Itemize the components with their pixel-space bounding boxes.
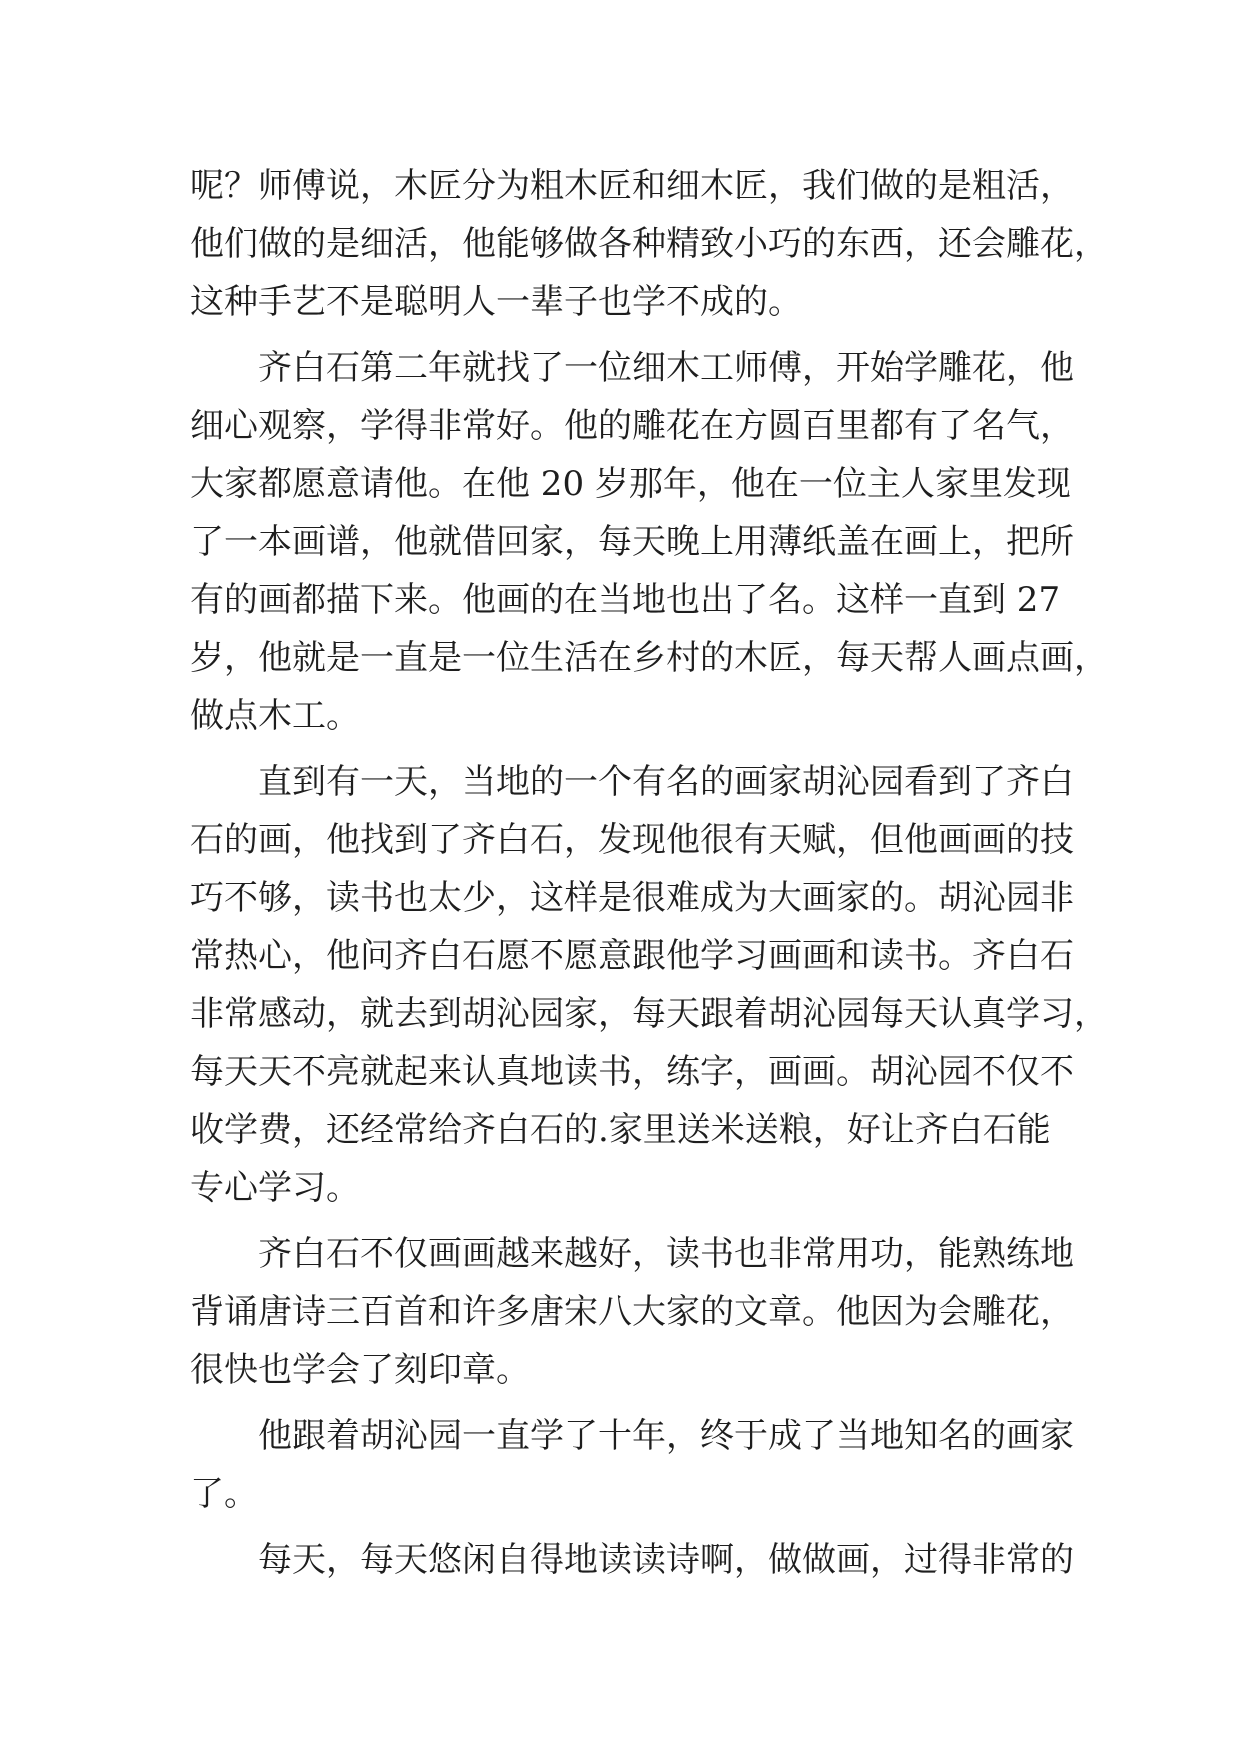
text-line: 专心学习。	[190, 1168, 360, 1208]
text-line: 齐白石第二年就找了一位细木工师傅，开始学雕花，他	[258, 348, 1074, 388]
paragraph-5	[190, 1407, 1074, 1523]
text-line: 直到有一天，当地的一个有名的画家胡沁园看到了齐白	[258, 762, 1074, 802]
text-line: 齐白石不仅画画越来越好，读书也非常用功，能熟练地	[258, 1234, 1074, 1274]
text-line: 这种手艺不是聪明人一辈子也学不成的。	[190, 282, 802, 322]
paragraph-1	[190, 157, 1108, 331]
text-line: 巧不够，读书也太少，这样是很难成为大画家的。胡沁园非	[190, 878, 1074, 918]
text-line: 石的画，他找到了齐白石，发现他很有天赋，但他画画的技	[190, 820, 1074, 860]
text-line: 每天，每天悠闲自得地读读诗啊，做做画，过得非常的	[258, 1540, 1074, 1580]
paragraph-4	[190, 1225, 1074, 1399]
text-line: 大家都愿意请他。在他 20 岁那年，他在一位主人家里发现	[190, 464, 1071, 504]
paragraph-6	[190, 1531, 1074, 1589]
text-line: 他跟着胡沁园一直学了十年，终于成了当地知名的画家	[258, 1416, 1074, 1456]
text-line: 常热心，他问齐白石愿不愿意跟他学习画画和读书。齐白石	[190, 936, 1074, 976]
text-line: 做点木工。	[190, 696, 360, 736]
text-line: 背诵唐诗三百首和许多唐宋八大家的文章。他因为会雕花，	[190, 1292, 1074, 1332]
text-line: 了。	[190, 1474, 258, 1514]
text-line: 有的画都描下来。他画的在当地也出了名。这样一直到 27	[190, 580, 1061, 620]
text-line: 很快也学会了刻印章。	[190, 1350, 530, 1390]
text-line: 了一本画谱，他就借回家，每天晚上用薄纸盖在画上，把所	[190, 522, 1074, 562]
text-line: 岁，他就是一直是一位生活在乡村的木匠，每天帮人画点画，	[190, 638, 1108, 678]
paragraph-3	[190, 753, 1108, 1217]
text-line: 收学费，还经常给齐白石的.家里送米送粮，好让齐白石能	[190, 1110, 1051, 1150]
paragraph-2	[190, 339, 1108, 745]
text-line: 每天天不亮就起来认真地读书，练字，画画。胡沁园不仅不	[190, 1052, 1074, 1092]
text-line: 非常感动，就去到胡沁园家，每天跟着胡沁园每天认真学习，	[190, 994, 1108, 1034]
text-line: 他们做的是细活，他能够做各种精致小巧的东西，还会雕花，	[190, 224, 1108, 264]
text-line: 细心观察，学得非常好。他的雕花在方圆百里都有了名气，	[190, 406, 1074, 446]
document-body	[190, 157, 1108, 1589]
text-line: 呢？师傅说，木匠分为粗木匠和细木匠，我们做的是粗活，	[190, 166, 1074, 206]
